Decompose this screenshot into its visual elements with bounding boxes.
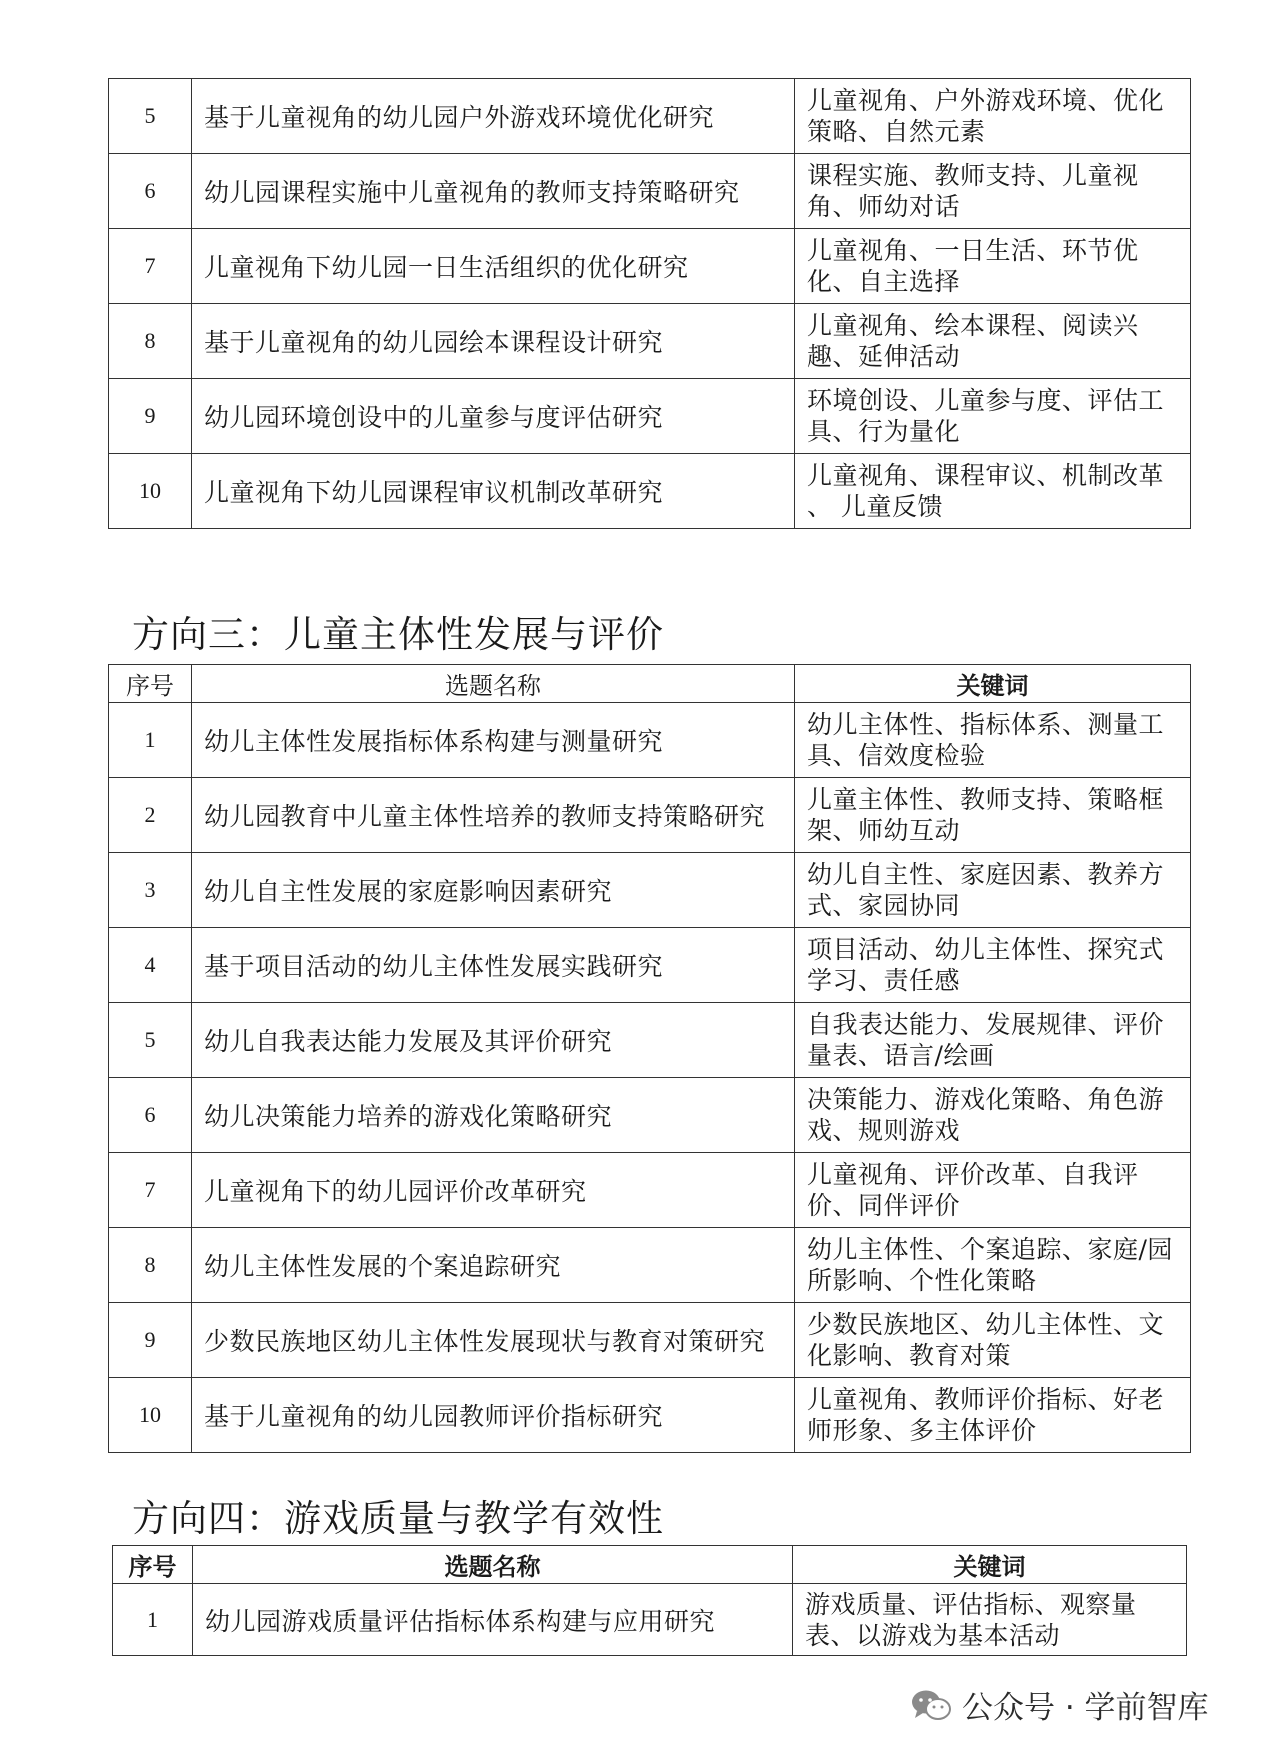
row-number: 10 bbox=[109, 454, 192, 529]
row-number: 3 bbox=[109, 853, 192, 928]
row-number: 8 bbox=[109, 1228, 192, 1303]
section3-heading: 方向三：儿童主体性发展与评价 bbox=[132, 613, 664, 656]
keywords-cell: 儿童视角、绘本课程、阅读兴趣、延伸活动 bbox=[795, 304, 1191, 379]
topic-title: 儿童视角下的幼儿园评价改革研究 bbox=[192, 1153, 795, 1228]
row-number: 5 bbox=[109, 1003, 192, 1078]
topic-title: 基于儿童视角的幼儿园绘本课程设计研究 bbox=[192, 304, 795, 379]
table-row bbox=[109, 778, 1191, 853]
table-row bbox=[109, 304, 1191, 379]
row-number: 2 bbox=[109, 778, 192, 853]
table-row bbox=[109, 229, 1191, 304]
table-section3 bbox=[108, 664, 1191, 1453]
row-number: 4 bbox=[109, 928, 192, 1003]
topic-title: 幼儿主体性发展指标体系构建与测量研究 bbox=[192, 703, 795, 778]
row-number: 5 bbox=[109, 79, 192, 154]
row-number: 1 bbox=[109, 703, 192, 778]
keywords-cell: 儿童视角、课程审议、机制改革 、 儿童反馈 bbox=[795, 454, 1191, 529]
topic-title: 幼儿自我表达能力发展及其评价研究 bbox=[192, 1003, 795, 1078]
table-row bbox=[113, 1584, 1187, 1656]
table-row bbox=[109, 1228, 1191, 1303]
topic-title: 幼儿决策能力培养的游戏化策略研究 bbox=[192, 1078, 795, 1153]
keywords-cell: 儿童视角、评价改革、自我评价、同伴评价 bbox=[795, 1153, 1191, 1228]
row-number: 10 bbox=[109, 1378, 192, 1453]
header-title: 选题名称 bbox=[193, 1546, 793, 1584]
keywords-cell: 决策能力、游戏化策略、角色游戏、规则游戏 bbox=[795, 1078, 1191, 1153]
keywords-cell: 少数民族地区、幼儿主体性、文化影响、教育对策 bbox=[795, 1303, 1191, 1378]
topic-title: 幼儿主体性发展的个案追踪研究 bbox=[192, 1228, 795, 1303]
table-row bbox=[109, 928, 1191, 1003]
table-row bbox=[109, 1153, 1191, 1228]
row-number: 6 bbox=[109, 1078, 192, 1153]
topic-title: 幼儿园课程实施中儿童视角的教师支持策略研究 bbox=[192, 154, 795, 229]
keywords-cell: 环境创设、儿童参与度、评估工具、行为量化 bbox=[795, 379, 1191, 454]
topic-title: 幼儿园教育中儿童主体性培养的教师支持策略研究 bbox=[192, 778, 795, 853]
topic-title: 儿童视角下幼儿园一日生活组织的优化研究 bbox=[192, 229, 795, 304]
row-number: 7 bbox=[109, 229, 192, 304]
table-row bbox=[109, 79, 1191, 154]
keywords-cell: 儿童视角、户外游戏环境、优化策略、自然元素 bbox=[795, 79, 1191, 154]
section4-heading: 方向四：游戏质量与教学有效性 bbox=[132, 1497, 664, 1540]
table-row bbox=[109, 454, 1191, 529]
topic-title: 儿童视角下幼儿园课程审议机制改革研究 bbox=[192, 454, 795, 529]
topic-title: 少数民族地区幼儿主体性发展现状与教育对策研究 bbox=[192, 1303, 795, 1378]
row-number: 1 bbox=[113, 1584, 193, 1656]
row-number: 8 bbox=[109, 304, 192, 379]
topic-title: 幼儿园游戏质量评估指标体系构建与应用研究 bbox=[193, 1584, 793, 1656]
topic-title: 幼儿园环境创设中的儿童参与度评估研究 bbox=[192, 379, 795, 454]
topic-title: 基于儿童视角的幼儿园教师评价指标研究 bbox=[192, 1378, 795, 1453]
header-title: 选题名称 bbox=[192, 665, 795, 703]
topic-title: 基于儿童视角的幼儿园户外游戏环境优化研究 bbox=[192, 79, 795, 154]
table-row bbox=[109, 379, 1191, 454]
keywords-cell: 幼儿主体性、个案追踪、家庭/园所影响、个性化策略 bbox=[795, 1228, 1191, 1303]
row-number: 9 bbox=[109, 1303, 192, 1378]
header-no: 序号 bbox=[113, 1546, 193, 1584]
keywords-cell: 游戏质量、评估指标、观察量表、以游戏为基本活动 bbox=[793, 1584, 1187, 1656]
table-row bbox=[109, 154, 1191, 229]
wechat-icon bbox=[910, 1688, 952, 1722]
row-number: 7 bbox=[109, 1153, 192, 1228]
table-row bbox=[109, 1078, 1191, 1153]
header-keywords: 关键词 bbox=[795, 665, 1191, 703]
row-number: 6 bbox=[109, 154, 192, 229]
topic-title: 幼儿自主性发展的家庭影响因素研究 bbox=[192, 853, 795, 928]
table-row bbox=[109, 853, 1191, 928]
table-row bbox=[109, 703, 1191, 778]
keywords-cell: 自我表达能力、发展规律、评价量表、语言/绘画 bbox=[795, 1003, 1191, 1078]
keywords-cell: 儿童主体性、教师支持、策略框架、师幼互动 bbox=[795, 778, 1191, 853]
topic-title: 基于项目活动的幼儿主体性发展实践研究 bbox=[192, 928, 795, 1003]
keywords-cell: 幼儿自主性、家庭因素、教养方式、家园协同 bbox=[795, 853, 1191, 928]
watermark-text: 公众号 · 学前智库 bbox=[962, 1690, 1209, 1726]
table-section4 bbox=[112, 1545, 1187, 1656]
watermark bbox=[910, 1682, 1209, 1727]
table-row bbox=[109, 1303, 1191, 1378]
header-keywords: 关键词 bbox=[793, 1546, 1187, 1584]
keywords-cell: 幼儿主体性、指标体系、测量工具、信效度检验 bbox=[795, 703, 1191, 778]
table-top bbox=[108, 78, 1191, 529]
table-header-row bbox=[113, 1546, 1187, 1584]
header-no: 序号 bbox=[109, 665, 192, 703]
table-row bbox=[109, 1003, 1191, 1078]
keywords-cell: 儿童视角、一日生活、环节优化、自主选择 bbox=[795, 229, 1191, 304]
keywords-cell: 儿童视角、教师评价指标、好老师形象、多主体评价 bbox=[795, 1378, 1191, 1453]
table-row bbox=[109, 1378, 1191, 1453]
row-number: 9 bbox=[109, 379, 192, 454]
table-header-row bbox=[109, 665, 1191, 703]
keywords-cell: 课程实施、教师支持、儿童视角、师幼对话 bbox=[795, 154, 1191, 229]
keywords-cell: 项目活动、幼儿主体性、探究式学习、责任感 bbox=[795, 928, 1191, 1003]
